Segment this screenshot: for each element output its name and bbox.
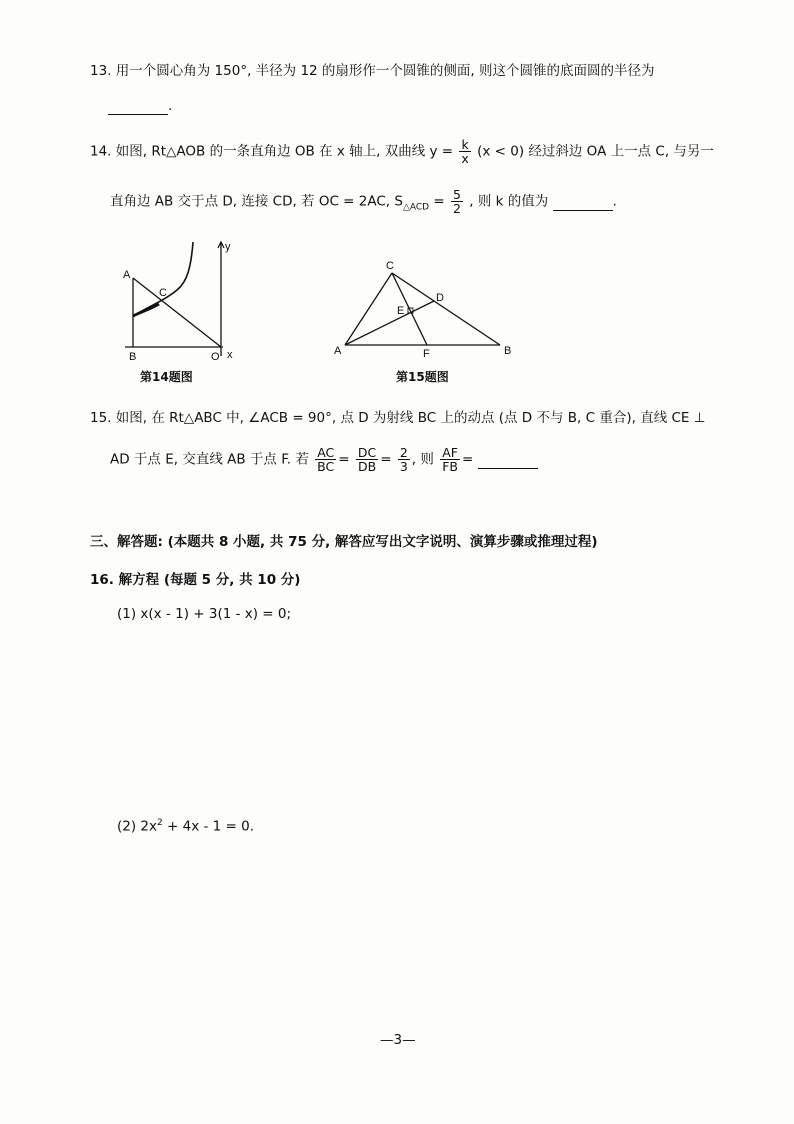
hyperbola-curve — [133, 242, 193, 316]
label-C: C — [159, 287, 167, 299]
segment-AC — [345, 273, 392, 345]
q13-text: 13. 用一个圆心角为 150°, 半径为 12 的扇形作一个圆锥的侧面, 则这个圆锥的底面圆的半径为 — [90, 63, 655, 79]
label-B: B — [504, 345, 512, 357]
answer-blank[interactable] — [553, 194, 613, 211]
figure-14 — [115, 238, 245, 363]
fraction-5-over-2: $\frac{5}{2}$ — [453, 187, 461, 217]
segment-AO — [133, 278, 221, 347]
question-13 — [90, 59, 655, 79]
fraction-k-over-x: $\frac{k}{x}$ — [461, 137, 469, 167]
question-16-part2: (2) $2x^2 + 4x - 1 = 0$. — [117, 818, 255, 835]
question-16-title: 16. 解方程 (每题 5 分, 共 10 分) — [90, 572, 301, 588]
question-14-line1: 14. 如图, Rt△AOB 的一条直角边 OB 在 x 轴上, 双曲线 y = $\frac{k}{x}$ (x < 0) 经过斜边 OA 上一点 C, 与另一 — [90, 137, 714, 167]
label-D: D — [436, 292, 444, 304]
label-E: E — [397, 305, 405, 317]
question-15-line1: 15. 如图, 在 Rt△ABC 中, ∠ACB = 90°, 点 D 为射线 BC 上的动点 (点 D 不与 B, C 重合), 直线 CE ⊥ — [90, 410, 706, 426]
label-C: C — [386, 260, 394, 272]
label-y: y — [225, 241, 231, 253]
fraction-AC-BC: $\frac{AC}{BC}$ — [317, 445, 335, 475]
label-F: F — [423, 348, 430, 360]
q13-answer-line: . — [108, 98, 172, 115]
label-x: x — [227, 349, 233, 361]
answer-blank[interactable] — [478, 452, 538, 469]
figure-14-caption: 第14题图 — [140, 370, 193, 384]
figure-15-caption: 第15题图 — [396, 370, 449, 384]
segment-CD — [133, 304, 159, 316]
section-3-title: 三、解答题: (本题共 8 小题, 共 75 分, 解答应写出文字说明、演算步骤或推理过程) — [90, 534, 598, 550]
question-16-part1: (1) x(x - 1) + 3(1 - x) = 0; — [117, 606, 292, 622]
fraction-DC-DB: $\frac{DC}{DB}$ — [357, 445, 377, 475]
figure-15 — [330, 255, 525, 360]
fraction-AF-FB: $\frac{AF}{FB}$ — [442, 445, 458, 475]
question-15-line2: AD 于点 E, 交直线 AB 于点 F. 若 $\frac{AC}{BC}$ = $\frac{DC}{DB}$ = $\frac{2}{3}$ , 则 $\frac{AF}{FB}$ = — [110, 446, 538, 473]
label-B: B — [129, 351, 137, 363]
label-A: A — [334, 345, 342, 357]
label-O: O — [211, 351, 220, 363]
label-A: A — [123, 269, 131, 281]
question-14-line2: 直角边 AB 交于点 D, 连接 CD, 若 OC = 2AC, $S_{\triangle ACD}$ = $\frac{5}{2}$ , 则 k 的值为 . — [110, 187, 617, 217]
answer-blank[interactable] — [108, 98, 168, 115]
page-number: —3— — [380, 1032, 416, 1048]
fraction-2-3: $\frac{2}{3}$ — [399, 445, 408, 475]
segment-AD — [345, 301, 434, 345]
